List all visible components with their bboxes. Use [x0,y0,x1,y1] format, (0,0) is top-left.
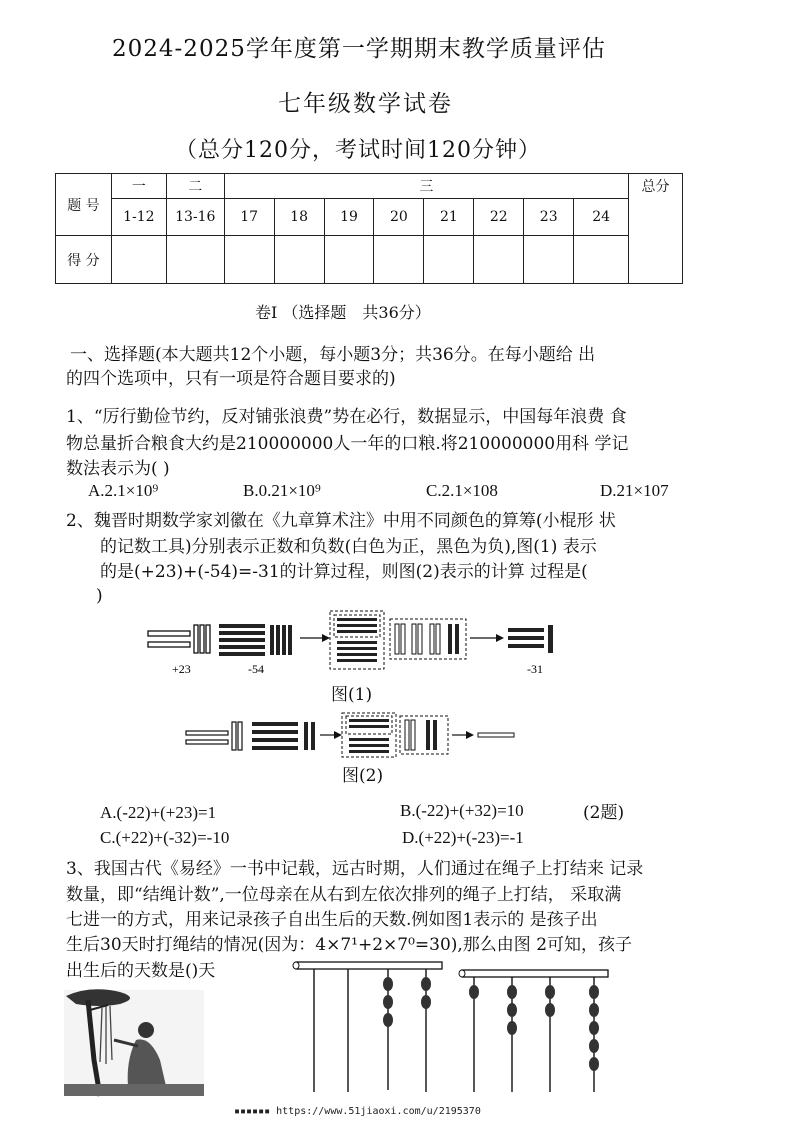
question-number: 20 [374,199,424,236]
knot-tying-illustration [64,989,204,1096]
q3-line5: 出生后的天数是()天 [66,961,216,981]
exam-info: （总分120分，考试时间120分钟） [175,138,541,163]
q3-line3: 七进一的方式，用来记录孩子自出生后的天数.例如图1表示的 是孩子出 [66,910,598,930]
q2-line2: 的记数工具)分别表示正数和负数(白色为正，黑色为负),图(1) 表示 [100,537,597,557]
part-title: 卷Ⅰ （选择题 共36分） [255,303,431,322]
q1-option-d[interactable]: D.21×107 [600,481,669,500]
exam-subtitle: 七年级数学试卷 [278,91,453,117]
question-number: 13-16 [166,199,224,236]
total-label: 总分 [629,174,683,199]
question-number: 23 [524,199,574,236]
row-label-score: 得 分 [56,236,112,284]
section1-line1: 一、选择题(本大题共12个小题，每小题3分；共36分。在每小题给 出 [70,345,596,365]
row-label-question: 题 号 [56,174,112,236]
q2-line4: ) [96,586,103,606]
q1-option-c[interactable]: C.2.1×108 [426,481,498,500]
footer-url[interactable]: ▪▪▪▪▪▪ https://www.51jiaoxi.com/u/2195370 [234,1106,481,1117]
fig1-label-a: +23 [172,662,191,676]
question-number: 1-12 [111,199,166,236]
fig1-label-b: -54 [248,662,264,676]
question-number: 24 [574,199,629,236]
exam-title: 2024-2025学年度第一学期期末教学质量评估 [112,36,606,62]
q2-note: (2题) [583,803,625,823]
section-one: 一 [111,174,166,199]
q3-line4: 生后30天时打绳结的情况(因为：4×7¹+2×7⁰=30),那么由图 2可知，孩子 [66,935,633,955]
question-number: 22 [474,199,524,236]
section-three: 三 [224,174,628,199]
fig2-caption: 图(2) [342,766,384,786]
knot-figure-1 [293,962,442,1092]
q3-line1: 3、我国古代《易经》一书中记载，远古时期，人们通过在绳子上打结来 记录 [66,859,644,879]
question-number: 17 [224,199,274,236]
q1-option-b[interactable]: B.0.21×10⁹ [243,481,321,500]
fig1-caption: 图(1) [331,685,373,705]
section-two: 二 [166,174,224,199]
knot-figure-2 [459,970,608,1092]
q2-option-d[interactable]: D.(+22)+(-23)=-1 [402,828,524,847]
q1-line1: 1、“厉行勤俭节约，反对铺张浪费”势在必行，数据显示，中国每年浪费 食 [66,407,627,427]
q1-line2: 物总量折合粮食大约是210000000人一年的口粮.将210000000用科 学记 [66,434,629,454]
question-number: 19 [324,199,374,236]
q1-line3: 数法表示为( ) [66,459,170,479]
question-number: 18 [274,199,324,236]
section1-line2: 的四个选项中，只有一项是符合题目要求的) [66,369,396,389]
q2-line1: 2、魏晋时期数学家刘徽在《九章算术注》中用不同颜色的算筹(小棍形 状 [66,511,616,531]
q2-option-a[interactable]: A.(-22)+(+23)=1 [100,803,217,822]
q2-line3: 的是(+23)+(-54)=-31的计算过程，则图(2)表示的计算 过程是( [100,562,588,582]
q2-option-b[interactable]: B.(-22)+(+32)=10 [400,801,524,820]
q2-option-c[interactable]: C.(+22)+(-32)=-10 [100,828,230,847]
fig1-label-c: -31 [527,662,543,676]
question-number: 21 [424,199,474,236]
q1-option-a[interactable]: A.2.1×10⁹ [88,481,159,500]
q3-line2: 数量，即“结绳计数”,一位母亲在从右到左依次排列的绳子上打结， 采取满 [66,885,622,905]
